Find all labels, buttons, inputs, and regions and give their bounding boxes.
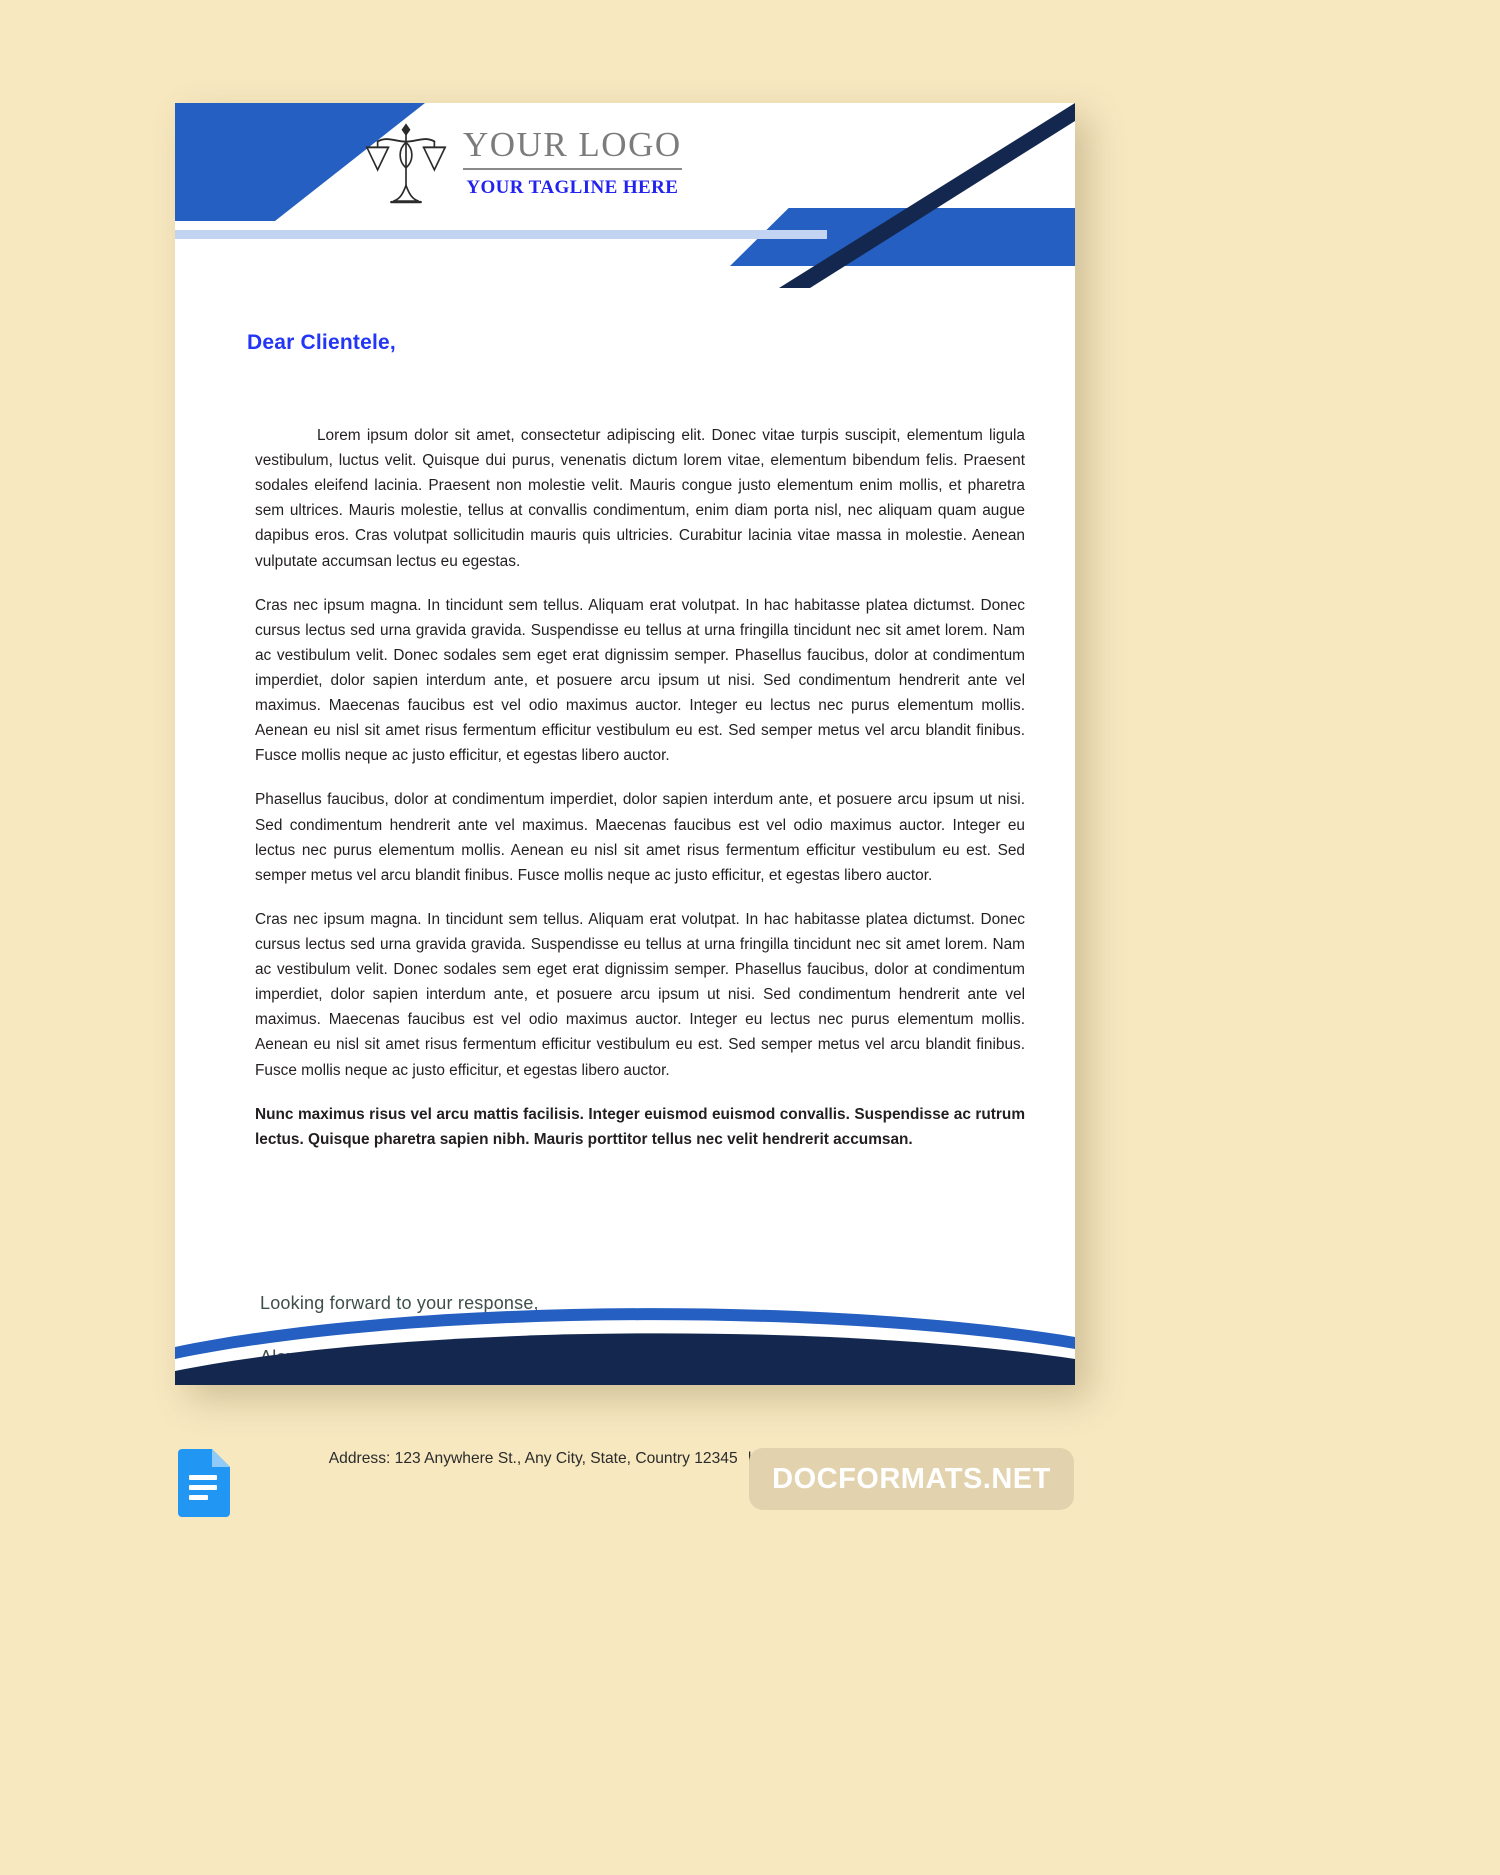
body-paragraph-bold-note: Nunc maximus risus vel arcu mattis facilisis. Integer euismod euismod convallis. Suspendisse ac rutrum lectus. Quisque pharetra sapien nibh. Mauris porttitor tellus nec velit hendrerit accumsan. <box>255 1105 1025 1148</box>
logo-tagline: YOUR TAGLINE HERE <box>466 176 679 198</box>
paragraph-stack <box>255 423 1025 1152</box>
watermark-label: DOCFORMATS.NET <box>772 1462 1051 1495</box>
letterhead-page <box>175 103 1075 1467</box>
logo-title: YOUR LOGO <box>463 125 682 169</box>
logo-block <box>365 117 682 207</box>
closing-line: Looking forward to your response, <box>260 1293 539 1313</box>
logo-text-column <box>463 125 682 198</box>
body-paragraph: Cras nec ipsum magna. In tincidunt sem tellus. Aliquam erat volutpat. In hac habitasse platea dictumst. Donec cursus lectus sed urna gravida gravida. Suspendisse eu tellus at urna fringilla tincidunt nec sit amet lorem. Nam ac vestibulum velit. Donec sodales sem eget erat dignissim semper. Phasellus faucibus, dolor at condimentum imperdiet, dolor sapien interdum ante, et posuere arcu ipsum ut nisi. Sed condimentum hendrerit ante vel maximus. Maecenas faucibus est vel odio maximus auctor. Integer eu lectus nec purus elementum mollis. Aenean eu nisl sit amet risus fermentum efficitur vestibulum eu est. Sed semper metus vel arcu blandit finibus. Fusce mollis neque ac justo efficitur, et egestas libero auctor. <box>255 910 1025 1079</box>
watermark-chip <box>749 1448 1074 1510</box>
scales-of-justice-icon <box>365 117 447 207</box>
greeting-line: Dear Clientele, <box>247 331 396 354</box>
header-divider-rule <box>175 230 827 239</box>
body-paragraph: Cras nec ipsum magna. In tincidunt sem tellus. Aliquam erat volutpat. In hac habitasse platea dictumst. Donec cursus lectus sed urna gravida gravida. Suspendisse eu tellus at urna fringilla tincidunt nec sit amet lorem. Nam ac vestibulum velit. Donec sodales sem eget erat dignissim semper. Phasellus faucibus, dolor at condimentum imperdiet, dolor sapien interdum ante, et posuere arcu ipsum ut nisi. Sed condimentum hendrerit ante vel maximus. Maecenas faucibus est vel odio maximus auctor. Integer eu lectus nec purus elementum mollis. Aenean eu nisl sit amet risus fermentum efficitur vestibulum eu est. Sed semper metus vel arcu blandit finibus. Fusce mollis neque ac justo efficitur, et egestas libero auctor. <box>255 596 1025 765</box>
google-docs-icon[interactable] <box>178 1449 230 1517</box>
body-paragraph: Phasellus faucibus, dolor at condimentum imperdiet, dolor sapien interdum ante, et posuere arcu ipsum ut nisi. Sed condimentum hendrerit ante vel maximus. Maecenas faucibus est vel odio maximus auctor. Integer eu lectus nec purus elementum mollis. Aenean eu nisl sit amet risus fermentum efficitur vestibulum eu est. Sed semper metus vel arcu blandit finibus. Fusce mollis neque ac justo efficitur, et egestas libero auctor. <box>255 791 1025 884</box>
footer-curve-decoration <box>175 1275 1075 1385</box>
footer-address: Address: 123 Anywhere St., Any City, State, Country 12345 <box>328 1450 738 1467</box>
body-paragraph: Lorem ipsum dolor sit amet, consectetur adipiscing elit. Donec vitae turpis suscipit, elementum ligula vestibulum, luctus velit. Quisque dui purus, venenatis dictum lorem vitae, elementum bibendum felis. Praesent sodales eleifend lacinia. Praesent non molestie velit. Mauris congue justo elementum enim mollis, et pharetra sem ultrices. Mauris molestie, tellus at convallis condimentum, enim diam porta nisl, nec aliquam quam augue dapibus eros. Cras volutpat sollicitudin mauris quis ultricies. Curabitur lacinia vitae massa in molestie. Aenean vulputate accumsan lectus eu egestas. <box>255 427 1025 570</box>
